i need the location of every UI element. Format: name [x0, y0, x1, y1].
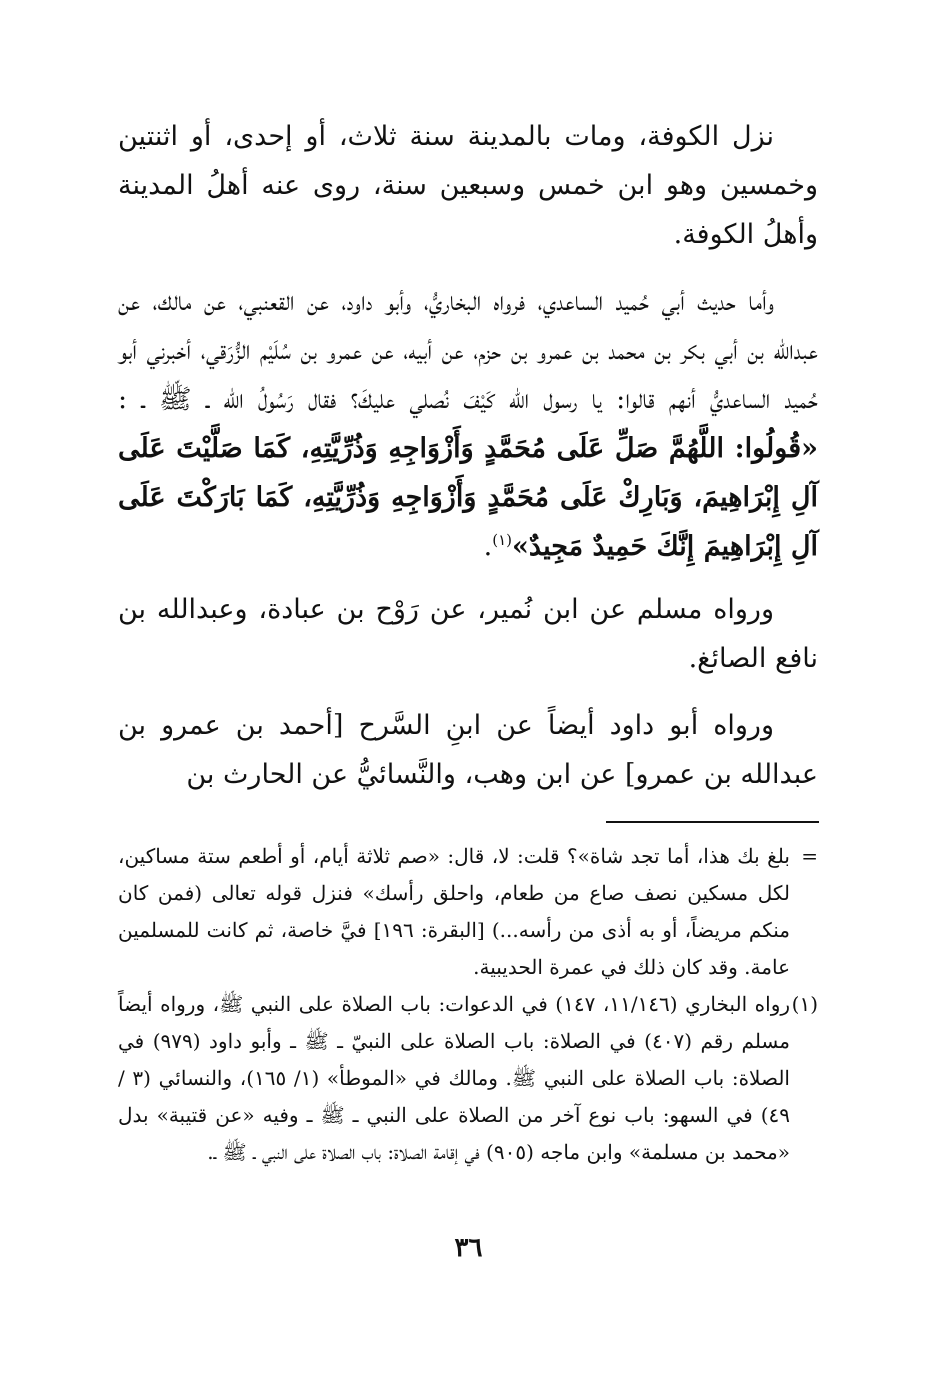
paragraph-4: ورواه أبو داود أيضاً عن ابنِ السَّرح [أحمد بن عمرو بن عبدالله بن عمرو] عن ابن وهب، والنَّسائيُّ عن الحارث بن [118, 710, 818, 790]
paragraph-2-end: . [483, 531, 493, 562]
paragraph-2-text: وأما حديث أبي حُميد الساعدي، فرواه البخاريُّ، وأبو داود، عن القعنبي، عن مالك، عن عبدالله بن أبي بكر بن محمد بن عمرو بن حزم، عن أبيه، عن عمرو بن سُلَيْم الزُّرَقي، أخبرني أبو حُميد الساعديُّ أنهم قالوا: يا رسول الله كَيْفَ نُصلي عليكَ؟ فقال رَسُولُ الله ـ ﷺ ـ : [118, 286, 818, 415]
footnote-separator [606, 821, 819, 823]
paragraph-3: ورواه مسلم عن ابن نُمير، عن رَوْح بن عبادة، وعبدالله بن نافع الصائغ. [118, 594, 818, 674]
footnote-1-mark: (١) [791, 992, 818, 1016]
paragraph-2 [118, 277, 818, 571]
hadith-quote: «قُولُوا: اللَّهُمَّ صَلِّ عَلَى مُحَمَّدٍ وَأَزْوَاجِهِ وَذُرِّيَّتِهِ، كَمَا صَلَّيْتَ عَلَى آلِ إِبْرَاهِيمَ، وَبَارِكْ عَلَى مُحَمَّدٍ وَأَزْوَاجِهِ وَذُرِّيَّتِهِ، كَمَا بَارَكْتَ عَلَى آلِ إِبْرَاهِيمَ إِنَّكَ حَمِيدٌ مَجِيدٌ» [118, 433, 818, 562]
page-number: ٣٦ [454, 1233, 483, 1263]
footnote-ref-1: (١) [492, 531, 513, 549]
main-text [118, 112, 818, 817]
paragraph-1: نزل الكوفة، ومات بالمدينة سنة ثلاث، أو إحدى، أو اثنتين وخمسين وهو ابن خمس وسبعين سنة، روى عنه أهلُ المدينة وأهلُ الكوفة. [118, 121, 818, 250]
continuation-mark: = [801, 844, 818, 868]
footnote-1 [118, 986, 818, 1171]
footnote-1-text: رواه البخاري (١١/١٤٦، ١٤٧) في الدعوات: باب الصلاة على النبي ﷺ، ورواه أيضاً مسلم رقم (٤٠٧) في الصلاة: باب الصلاة على النبيّ ـ ﷺ ـ وأبو داود (٩٧٩) في الصلاة: باب الصلاة على النبي ﷺ. ومالك في «الموطأ» (١/ ١٦٥)، والنسائي (٣ / ٤٩) في السهو: باب نوع آخر من الصلاة على النبي ـ ﷺ ـ وفيه «عن قتيبة» بدل «محمد بن مسلمة» وابن ماجه (٩٠٥) في إقامة الصلاة: باب الصلاة على النبي ـ ﷺ ـ. [118, 992, 791, 1164]
footnote-continuation-text: بلغ بك هذا، أما تجد شاة»؟ قلت: لا، قال: «صم ثلاثة أيام، أو أطعم ستة مساكين، لكل مسكين نصف صاع من طعام، واحلق رأسك» فنزل قوله تعالى (فمن كان منكم مريضاً، أو به أذى من رأسه...) [البقرة: ١٩٦] فيَّ خاصة، ثم كانت للمسلمين عامة. وقد كان ذلك في عمرة الحديبية. [118, 844, 791, 979]
footnote-continuation [118, 838, 818, 986]
footnotes [118, 838, 818, 1171]
